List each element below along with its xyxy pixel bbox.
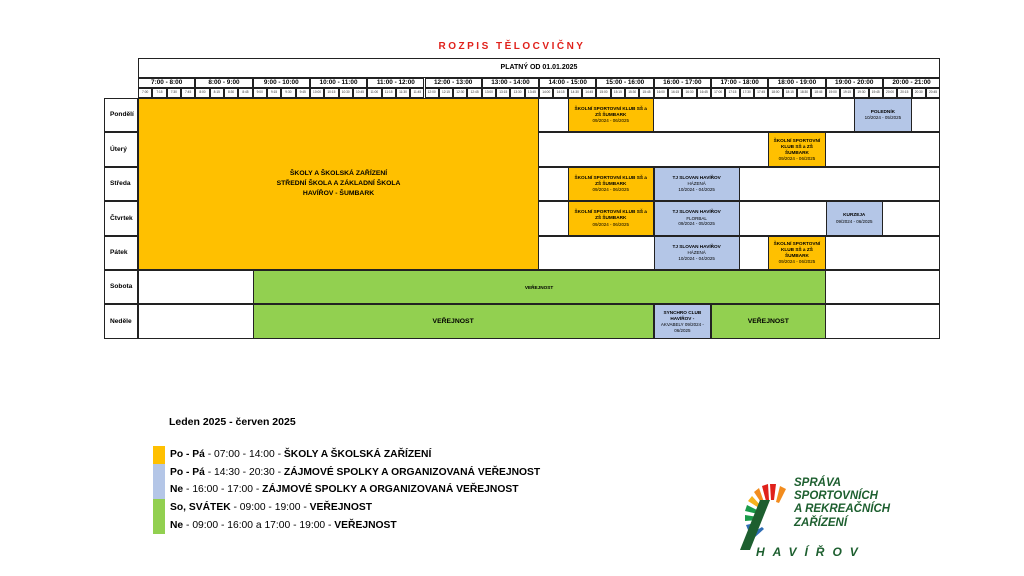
schedule-grid [104,58,940,344]
schools-line: HAVÍŘOV - ŠUMBARK [302,189,375,197]
club-period: 09/2024 - 06/2025 [835,218,873,224]
club-period: 10/2024 - 05/2025 [864,115,902,121]
quarter-header: 10:45 [353,88,367,98]
logo-city: HAVÍŘOV [756,545,866,559]
quarter-header: 12:45 [467,88,481,98]
public-saturday-block[interactable] [253,270,826,304]
ssk-thursday-block-content [569,202,653,234]
hour-header: 18:00 - 19:00 [768,78,825,88]
hour-header: 9:00 - 10:00 [253,78,310,88]
quarter-header: 17:30 [740,88,754,98]
club-name: TJ SLOVAN HAVÍŘOV [672,175,721,181]
club-name: ŠKOLNÍ SPORTOVNÍ [773,240,821,246]
hour-header: 20:00 - 21:00 [883,78,940,88]
quarter-header: 20:15 [897,88,911,98]
legend-swatch [153,446,165,464]
ssk-wednesday-block-content [569,168,653,200]
quarter-header: 13:00 [482,88,496,98]
club-period: 09/2024 - 06/2025 [592,187,629,193]
ssk-monday-block-content [569,99,653,131]
public-label: VEŘEJNOST [747,318,789,326]
legend-swatch [153,516,165,534]
legend-time: - 09:00 - 16:00 a 17:00 - 19:00 - [183,519,335,531]
public-label: VEŘEJNOST [432,318,474,326]
quarter-header: 8:45 [238,88,252,98]
hour-header: 8:00 - 9:00 [195,78,252,88]
quarter-header: 15:00 [596,88,610,98]
club-name: ŠKOLNÍ SPORTOVNÍ KLUB SŠ a [574,209,647,215]
logo-emblem-icon [738,480,794,554]
club-period: 09/2024 - 05/2025 [678,221,715,227]
day-label: Středa [104,167,138,201]
legend-what: ŠKOLY A ŠKOLSKÁ ZAŘÍZENÍ [283,449,432,461]
quarter-header: 16:15 [668,88,682,98]
quarter-header: 11:30 [396,88,410,98]
schools-block[interactable] [138,98,539,270]
legend-time: - 16:00 - 17:00 - [183,484,263,496]
club-name: SYNCHRO CLUB [663,309,702,315]
club-name: ŠUMBARK [784,149,809,155]
slovan-wednesday-block[interactable] [654,167,740,201]
legend-what: VEŘEJNOST [334,519,397,531]
quarter-header: 18:15 [783,88,797,98]
quarter-header: 7:30 [167,88,181,98]
club-name: ŠKOLNÍ SPORTOVNÍ [773,137,821,143]
ssk-tuesday-block[interactable] [768,132,825,166]
quarter-header: 20:00 [883,88,897,98]
legend-days: So, SVÁTEK [170,502,231,514]
quarter-header: 18:30 [797,88,811,98]
quarter-header: 20:45 [926,88,940,98]
club-period: 10/2024 - 04/2025 [678,255,715,261]
valid-from-header: PLATNÝ OD 01.01.2025 [138,58,940,78]
synchro-sunday-block[interactable] [654,304,711,338]
club-period: 09/2024 - 06/2025 [592,118,629,124]
club-sport: HÁZENÁ [687,250,706,255]
day-label: Čtvrtek [104,201,138,235]
quarter-header: 18:45 [811,88,825,98]
public-sunday-evening-block-content [712,305,825,337]
club-name: HAVÍŘOV - [670,315,695,321]
quarter-header: 14:15 [553,88,567,98]
quarter-header: 19:15 [840,88,854,98]
legend-row [153,481,540,499]
club-sport: FLORBAL [686,215,707,221]
quarter-header: 10:00 [310,88,324,98]
legend-row [153,516,540,534]
quarter-header: 17:45 [754,88,768,98]
quarter-header: 9:15 [267,88,281,98]
club-period: 06/2025 [674,327,691,333]
quarter-header: 16:45 [697,88,711,98]
quarter-header: 11:15 [382,88,396,98]
schools-line: STŘEDNÍ ŠKOLA A ZÁKLADNÍ ŠKOLA [276,180,401,188]
legend-time: - 09:00 - 19:00 - [230,502,310,514]
club-name: ZŠ ŠUMBARK [595,112,627,118]
logo-line-4: ZAŘÍZENÍ [794,516,848,529]
club-name: KLUB SŠ a ZŠ [781,246,813,252]
hour-header: 17:00 - 18:00 [711,78,768,88]
legend-days: Po - Pá [170,466,205,478]
logo-line-3: A REKREAČNÍCH [794,503,891,516]
quarter-header: 7:45 [181,88,195,98]
slovan-friday-block[interactable] [654,236,740,270]
legend-swatch [153,481,165,499]
kurzeja-block-content [827,202,882,234]
day-label: Úterý [104,132,138,166]
hour-header: 12:00 - 13:00 [425,78,482,88]
hour-header: 19:00 - 20:00 [826,78,883,88]
legend-title: Leden 2025 - červen 2025 [169,416,296,428]
club-name: ŠUMBARK [784,252,809,258]
quarter-header: 9:45 [296,88,310,98]
quarter-header: 10:15 [324,88,338,98]
quarter-header: 11:45 [410,88,424,98]
club-name: ZŠ ŠUMBARK [595,181,627,187]
club-name: TJ SLOVAN HAVÍŘOV [672,209,721,215]
ssk-monday-block[interactable] [568,98,654,132]
quarter-header: 8:00 [195,88,209,98]
legend-row [153,446,540,464]
legend-rows [153,446,540,534]
legend-time: - 14:30 - 20:30 - [204,466,284,478]
quarter-header: 8:30 [224,88,238,98]
legend-days: Ne [170,484,184,496]
quarter-header: 12:15 [439,88,453,98]
quarter-header: 20:30 [912,88,926,98]
legend-row [153,499,540,517]
polednik-block[interactable] [854,98,911,132]
legend-swatch [153,464,165,482]
hour-header: 15:00 - 16:00 [596,78,653,88]
legend-text [170,467,540,478]
quarter-header: 14:30 [568,88,582,98]
quarter-header: 15:30 [625,88,639,98]
logo-line-1: SPRÁVA [794,477,842,489]
hour-header: 14:00 - 15:00 [539,78,596,88]
quarter-header: 16:00 [654,88,668,98]
page-title: ROZPIS TĚLOCVIČNY [438,41,586,52]
hour-header: 13:00 - 14:00 [482,78,539,88]
day-label: Sobota [104,270,138,304]
public-sunday-morning-block[interactable] [253,304,654,338]
hour-header: 7:00 - 8:00 [138,78,195,88]
public-label: VEŘEJNOST [524,284,554,290]
legend-text [170,520,397,531]
club-name: ŠKOLNÍ SPORTOVNÍ KLUB SŠ a [574,174,647,180]
quarter-header: 11:00 [367,88,381,98]
logo-text [794,477,890,530]
club-period: 10/2024 - 04/2025 [678,187,715,193]
quarter-header: 19:00 [826,88,840,98]
quarter-header: 13:15 [496,88,510,98]
quarter-header: 14:00 [539,88,553,98]
quarter-header: 15:15 [611,88,625,98]
quarter-header: 13:30 [510,88,524,98]
legend-text [170,449,431,460]
public-sunday-evening-block[interactable] [711,304,826,338]
day-label: Neděle [104,304,138,338]
quarter-header: 15:45 [639,88,653,98]
logo [738,472,898,562]
legend-what: ZÁJMOVÉ SPOLKY A ORGANIZOVANÁ VEŘEJNOST [262,484,519,496]
ssk-friday-block-content [769,237,824,269]
polednik-block-content [855,99,910,131]
logo-line-2: SPORTOVNÍCH [794,490,878,503]
quarter-header: 12:00 [425,88,439,98]
quarter-header: 10:30 [339,88,353,98]
slovan-wednesday-block-content [655,168,739,200]
club-name: POLEDNÍK [870,109,896,115]
legend-days: Ne [170,519,184,531]
quarter-header: 7:00 [138,88,152,98]
ssk-friday-block[interactable] [768,236,825,270]
synchro-sunday-block-content [655,305,710,337]
quarter-header: 8:15 [210,88,224,98]
club-period: 09/2024 - 06/2025 [778,259,816,265]
club-name: KLUB SŠ a ZŠ [781,143,813,149]
legend-days: Po - Pá [170,449,205,461]
club-sport: HÁZENÁ [687,181,706,187]
quarter-header: 13:45 [525,88,539,98]
legend-text [170,502,372,513]
schools-block-content [139,99,538,269]
club-name: ZŠ ŠUMBARK [595,215,627,221]
hour-header: 16:00 - 17:00 [654,78,711,88]
club-period: 09/2024 - 06/2025 [778,155,816,161]
quarter-header: 12:30 [453,88,467,98]
club-name: TJ SLOVAN HAVÍŘOV [672,243,721,249]
ssk-tuesday-block-content [769,133,824,165]
public-sunday-morning-block-content [254,305,653,337]
quarter-header: 17:00 [711,88,725,98]
legend-what: VEŘEJNOST [309,502,373,514]
legend-time: - 07:00 - 14:00 - [204,449,284,461]
quarter-header: 7:15 [152,88,166,98]
kurzeja-block[interactable] [826,201,883,235]
quarter-header: 16:30 [682,88,696,98]
quarter-header: 19:45 [869,88,883,98]
slovan-thursday-block-content [655,202,739,234]
hour-header: 11:00 - 12:00 [367,78,424,88]
club-period: 09/2024 - 06/2025 [592,221,629,227]
quarter-header: 9:00 [253,88,267,98]
hour-header: 10:00 - 11:00 [310,78,367,88]
club-name: KURZEJA [843,212,866,218]
schools-line: ŠKOLY A ŠKOLSKÁ ZAŘÍZENÍ [289,170,388,178]
quarter-header: 17:15 [725,88,739,98]
slovan-thursday-block[interactable] [654,201,740,235]
legend-row [153,464,540,482]
legend-swatch [153,499,165,517]
legend-text [170,484,518,495]
ssk-thursday-block[interactable] [568,201,654,235]
quarter-header: 19:30 [854,88,868,98]
slovan-friday-block-content [655,237,739,269]
public-saturday-block-content [254,271,825,303]
club-name: ŠKOLNÍ SPORTOVNÍ KLUB SŠ a [574,106,647,112]
quarter-header: 18:00 [768,88,782,98]
club-name: AKVABELY 09/2024 - [660,321,704,327]
ssk-wednesday-block[interactable] [568,167,654,201]
day-label: Pátek [104,236,138,270]
day-label: Pondělí [104,98,138,132]
legend-what: ZÁJMOVÉ SPOLKY A ORGANIZOVANÁ VEŘEJNOST [283,466,541,478]
quarter-header: 14:45 [582,88,596,98]
quarter-header: 9:30 [281,88,295,98]
legend [153,416,540,534]
